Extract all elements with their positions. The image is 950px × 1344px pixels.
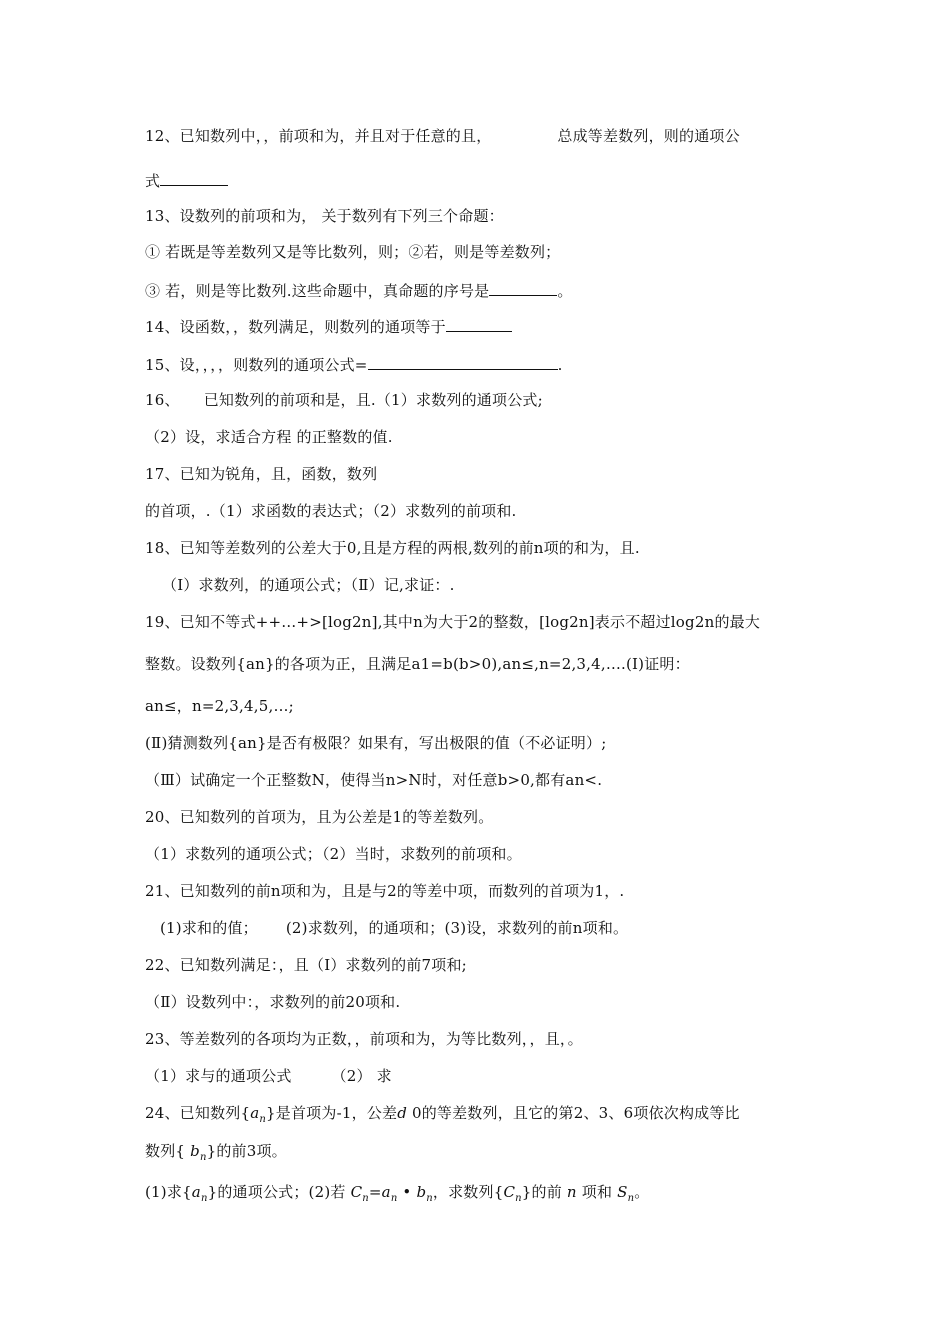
q18-line1: 18、已知等差数列的公差大于0,且是方程的两根,数列的前n项的和为，且. bbox=[145, 539, 640, 557]
q17-line1: 17、已知为锐角，且，函数，数列 bbox=[145, 465, 378, 483]
q17-line2: 的首项，.（1）求函数的表达式；（2）求数列的前项和. bbox=[145, 502, 517, 520]
q24-line2: 数列{ $b_n$}的前3项。 bbox=[145, 1142, 287, 1163]
q20-line1: 20、已知数列的首项为，且为公差是1的等差数列。 bbox=[145, 808, 494, 826]
answer-blank[interactable] bbox=[489, 280, 557, 296]
q23-line1: 23、等差数列的各项均为正数，，前项和为，为等比数列，，且，。 bbox=[145, 1030, 583, 1048]
q23-line2: （1）求与的通项公式 （2） 求 bbox=[145, 1067, 392, 1085]
q24-line1: 24、已知数列$\{a_n\}$是首项为-1，公差d 0的等差数列，且它的第2、3、6项依次构成等比 bbox=[145, 1104, 740, 1125]
q19-line2: 整数。设数列{an}的各项为正，且满足a1=b(b>0),an≤,n=2,3,4,….(Ⅰ)证明： bbox=[145, 655, 690, 673]
q13-line1: 13、设数列的前项和为， 关于数列有下列三个命题： bbox=[145, 207, 504, 225]
q20-line2: （1）求数列的通项公式；（2）当时，求数列的前项和。 bbox=[145, 845, 522, 863]
q16-line2: （2）设，求适合方程 的正整数的值. bbox=[145, 428, 393, 446]
q24-line3: (1)求$\{a_n\}$的通项公式；(2)若 $C_n=a_n$ • $b_n$，求数列$\{C_n\}$的前 n 项和 $S_n$。 bbox=[145, 1183, 650, 1204]
q19-line3: an≤，n=2,3,4,5,…; bbox=[145, 697, 294, 715]
answer-blank[interactable] bbox=[446, 316, 512, 332]
q13-line3: ③ 若，则是等比数列.这些命题中，真命题的序号是 。 bbox=[145, 282, 573, 300]
q12-line2: 式 bbox=[145, 170, 228, 191]
q19-line5: （Ⅲ）试确定一个正整数N，使得当n>N时，对任意b>0,都有an<. bbox=[145, 771, 603, 789]
q13-line2: ① 若既是等差数列又是等比数列，则；②若，则是等差数列； bbox=[145, 243, 561, 261]
q16-line1: 16、 已知数列的前项和是，且.（1）求数列的通项公式; bbox=[145, 391, 543, 409]
q21-line2: (1)求和的值； (2)求数列，的通项和；(3)设，求数列的前n项和。 bbox=[160, 919, 629, 937]
q22-line2: （Ⅱ）设数列中：，求数列的前20项和. bbox=[145, 993, 401, 1011]
answer-blank[interactable] bbox=[160, 170, 228, 186]
q21-line1: 21、已知数列的前n项和为，且是与2的等差中项，而数列的首项为1，. bbox=[145, 882, 625, 900]
q14-line1: 14、设函数，，数列满足，则数列的通项等于 bbox=[145, 316, 512, 337]
q19-line4: (Ⅱ)猜测数列{an}是否有极限？如果有，写出极限的值（不必证明）; bbox=[145, 734, 607, 752]
q19-line1: 19、已知不等式++…+>[log2n],其中n为大于2的整数，[log2n]表示不超过log2n的最大 bbox=[145, 613, 761, 631]
answer-blank[interactable] bbox=[368, 354, 558, 370]
q18-line2: （Ⅰ）求数列，的通项公式；（Ⅱ）记,求证：. bbox=[162, 576, 455, 594]
q15-line1: 15、设，，，，则数列的通项公式= . bbox=[145, 356, 563, 374]
q22-line1: 22、已知数列满足：，且（Ⅰ）求数列的前7项和; bbox=[145, 956, 467, 974]
q12-line1: 12、已知数列中，，前项和为，并且对于任意的且， 总成等差数列，则的通项公 bbox=[145, 127, 740, 145]
